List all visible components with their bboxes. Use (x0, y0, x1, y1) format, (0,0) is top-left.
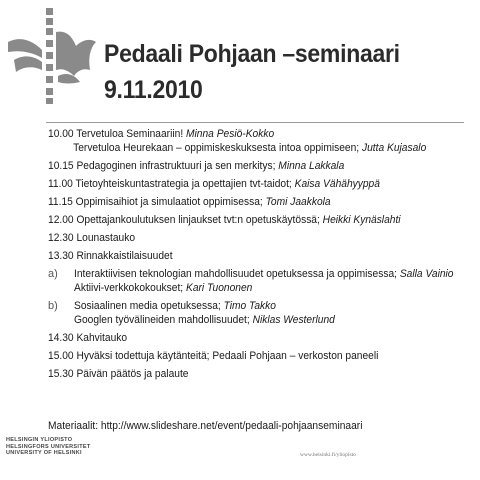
agenda-item: 10.15 Pedagoginen infrastruktuuri ja sen merkitys; Minna Lakkala (48, 160, 345, 172)
agenda-item: 11.00 Tietoyhteiskuntastrategia ja opettajien tvt-taidot; Kaisa Vähähyyppä (48, 178, 380, 190)
slide-title (104, 36, 400, 108)
agenda-item: 15.00 Hyväksi todettuja käytänteitä; Pedaali Pohjaan – verkoston paneeli (48, 350, 379, 362)
title-date: 9.11.2010 (104, 76, 203, 104)
agenda-item: 11.15 Oppimisaihiot ja simulaatiot oppimisessa; Tomi Jaakkola (48, 196, 331, 208)
agenda-list (48, 127, 478, 385)
university-name: HELSINGIN YLIOPISTO HELSINGFORS UNIVERSITET UNIVERSITY OF HELSINKI (6, 437, 91, 456)
speaker: Minna Lakkala (278, 160, 345, 172)
agenda-item: 10.00 Tervetuloa Seminaariin! Minna Pesiö-Kokko Tervetuloa Heurekaan – oppimiskeskuksesta intoa oppimiseen; Jutta Kujasalo (48, 128, 427, 154)
speaker: Minna Pesiö-Kokko (186, 128, 275, 140)
speaker: Niklas Westerlund (252, 314, 335, 326)
speaker: Tomi Jaakkola (265, 196, 331, 208)
materials-link[interactable]: Materiaalit: http://www.slideshare.net/event/pedaali-pohjaanseminaari (48, 420, 363, 432)
speaker: Jutta Kujasalo (361, 142, 427, 154)
agenda-item: 12.00 Opettajankoulutuksen linjaukset tvt:n opetuskäytössä; Heikki Kynäslahti (48, 214, 401, 226)
parallel-session-b: b) Sosiaalinen media opetuksessa; Timo Takko Googlen työvälineiden mahdollisuudet; Niklas Westerlund (48, 300, 335, 326)
title-divider (46, 122, 464, 123)
agenda-item: 15.30 Päivän päätös ja palaute (48, 368, 189, 380)
speaker: Salla Vainio (399, 268, 454, 280)
session-letter: a) (48, 268, 58, 280)
footer-url[interactable]: www.helsinki.fi/yliopisto (300, 452, 356, 458)
university-flame-logo (6, 6, 98, 106)
speaker: Heikki Kynäslahti (322, 214, 401, 226)
speaker: Kari Tuononen (186, 282, 253, 294)
title-line-1: Pedaali Pohjaan –seminaari (104, 40, 400, 68)
session-letter: b) (48, 300, 58, 312)
agenda-item: 14.30 Kahvitauko (48, 332, 128, 344)
parallel-session-a: a) Interaktiivisen teknologian mahdollisuudet opetuksessa ja oppimisessa; Salla Vainio Aktiivi-verkkokokoukset; Kari Tuononen (48, 268, 454, 294)
agenda-item: 12.30 Lounastauko (48, 232, 136, 244)
speaker: Timo Takko (223, 300, 276, 312)
agenda-item: 13.30 Rinnakkaistilaisuudet (48, 250, 173, 262)
speaker: Kaisa Vähähyyppä (294, 178, 380, 190)
